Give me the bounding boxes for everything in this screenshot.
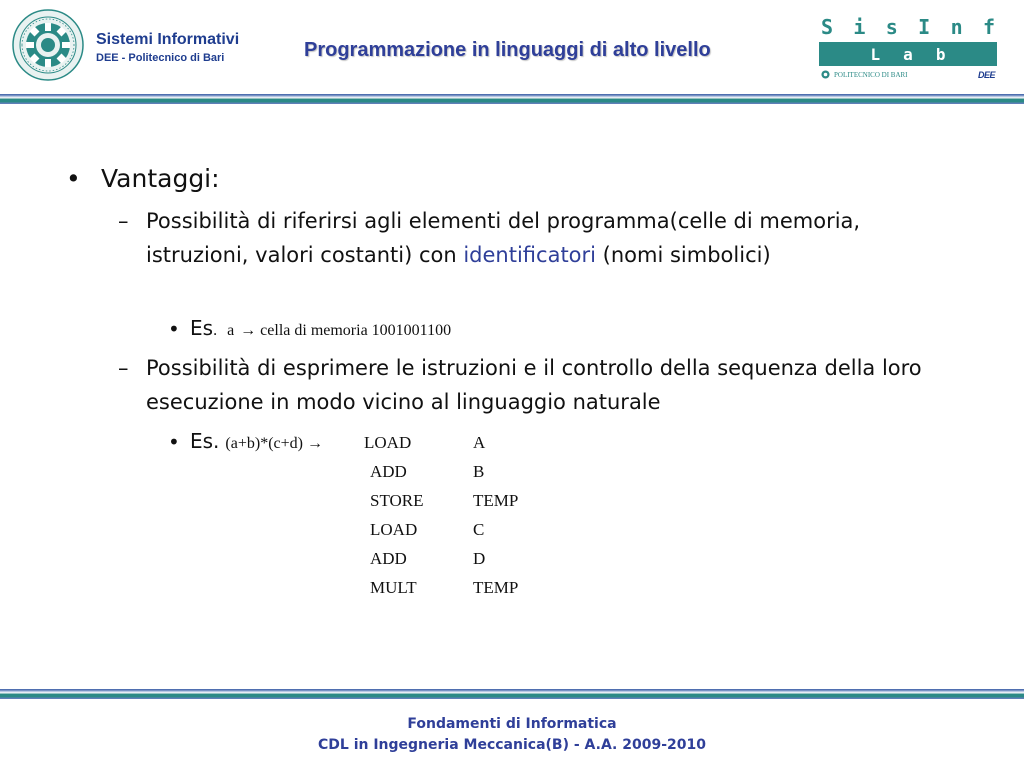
bullet-main: Vantaggi: [101,164,220,193]
lab-logo-poli-text: POLITECNICO DI BARI [834,70,908,79]
code-op: STORE [370,491,424,510]
arrow-icon: → [306,435,323,452]
lab-logo-top-letters [819,14,997,40]
example-1-dot: . [213,322,218,339]
code-op: LOAD [370,520,418,539]
bullet-dot: • [66,164,81,193]
example-2-expression: (a+b)*(c+d) [225,435,303,452]
point-1-text-end: (nomi simbolici) [596,243,771,267]
example-1-text: cella di memoria 1001001100 [260,322,452,339]
lab-letter: I [918,15,931,39]
code-op: MULT [370,578,417,597]
lab-letter: L [870,44,881,64]
code-op: LOAD [364,433,412,452]
example-1-prefix: Es [190,316,214,340]
header-divider [0,94,1024,104]
lab-logo-footer [819,70,997,82]
point-1 [146,204,936,272]
lab-letter: i [853,15,866,39]
code-arg: D [473,549,486,568]
point-1-text: Possibilità di riferirsi agli elementi del programma(celle di memoria, istruzioni, valori costanti) con [146,209,861,267]
lab-letter: s [885,15,898,39]
code-arg: TEMP [473,578,519,597]
code-arg: C [473,520,485,539]
sub-bullet-dot: • [168,317,180,341]
example-1-var: a [227,322,235,339]
example-2 [190,429,323,453]
lab-letter: a [903,44,913,64]
code-op: ADD [370,549,407,568]
footer-divider [0,689,1024,699]
lab-logo-bar [819,42,997,66]
point-2: Possibilità di esprimere le istruzioni e il controllo della sequenza della loro esecuzione in modo vicino al linguaggio naturale [146,356,922,414]
lab-letter: n [950,15,963,39]
slide-title: Programmazione in linguaggi di alto livello [304,39,711,61]
code-arg: TEMP [473,491,519,510]
lab-logo-dee: DEE [977,70,995,80]
example-2-prefix: Es. [190,429,220,453]
code-arg: B [473,462,485,481]
sisinf-lab-logo [819,14,997,84]
code-arg: A [473,433,486,452]
identifier-highlight: identificatori [463,243,596,267]
footer-degree: CDL in Ingegneria Meccanica(B) - A.A. 2009-2010 [318,737,706,753]
sub-bullet-dot: • [168,430,180,454]
lab-letter: b [935,44,946,64]
org-name: Sistemi Informativi [96,31,240,48]
lab-logo-poli [821,70,908,79]
lab-letter: S [821,15,834,39]
example-1 [190,316,451,340]
dash-marker: – [118,209,129,233]
mini-seal-icon [821,70,830,79]
lab-letter: f [982,15,995,39]
dash-marker: – [118,356,129,380]
footer-course: Fondamenti di Informatica [407,716,617,732]
code-op: ADD [370,462,407,481]
arrow-icon: → [240,322,257,339]
org-subtitle: DEE - Politecnico di Bari [96,52,225,64]
university-seal-logo [12,9,84,81]
